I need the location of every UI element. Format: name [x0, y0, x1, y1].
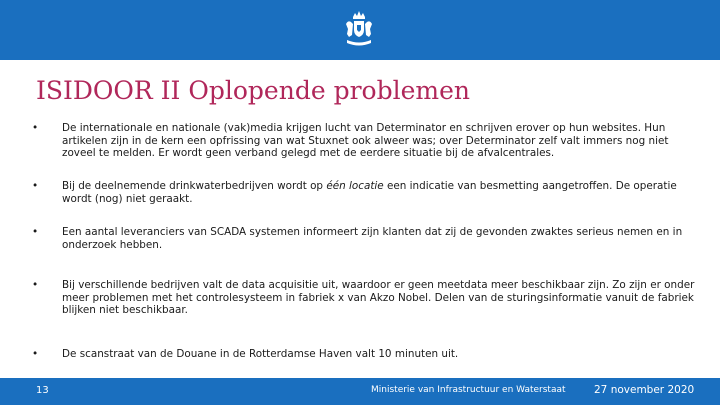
- page-number: 13: [36, 385, 49, 396]
- bullet-text: De scanstraat van de Douane in de Rotterdamse Haven valt 10 minuten uit.: [62, 348, 459, 360]
- bullet-marker: •: [32, 122, 39, 134]
- bullet-marker: •: [32, 279, 39, 291]
- coat-of-arms-icon: [342, 8, 376, 50]
- bullet-text-part: Bij de deelnemende drinkwaterbedrijven wordt op: [62, 180, 327, 192]
- bullet-text: [62, 180, 696, 205]
- footer-bar: [0, 378, 720, 405]
- bullet-marker: •: [32, 180, 39, 192]
- bullet-text: De internationale en nationale (vak)media krijgen lucht van Determinator en schrijven erover op hun websites. Hun artikelen zijn in de kern een opfrissing van wat Stuxnet ook alweer was; over Determinator zelf valt immers nog niet zoveel te melden. Er wordt geen verband gelegd met de eerdere situatie bij de afvalcentrales.: [62, 122, 669, 160]
- bullet-text-emphasis: één locatie: [326, 180, 384, 192]
- header-bar: [0, 0, 720, 60]
- footer-date: 27 november 2020: [594, 384, 695, 396]
- bullet-marker: •: [32, 348, 39, 360]
- bullet-text: Een aantal leveranciers van SCADA systemen informeert zijn klanten dat zij de gevonden zwaktes serieus nemen en in onderzoek hebben.: [62, 226, 683, 251]
- bullet-marker: •: [32, 226, 39, 238]
- bullet-item: [32, 226, 696, 251]
- slide-title: ISIDOOR II Oplopende problemen: [36, 76, 470, 105]
- bullet-text: Bij verschillende bedrijven valt de data acquisitie uit, waardoor er geen meetdata meer beschikbaar zijn. Zo zijn er onder meer problemen met het controlesysteem in fabriek x van Akzo Nobel. Delen van de sturingsinformatie vanuit de fabriek blijken niet beschikbaar.: [62, 279, 695, 317]
- footer-organization: Ministerie van Infrastructuur en Waterstaat: [371, 385, 566, 395]
- bullet-item: [32, 180, 696, 205]
- bullet-item: [32, 279, 696, 317]
- bullet-item: [32, 122, 696, 160]
- bullet-text-part: een indicatie van besmetting aangetroffen. De operatie wordt (nog) niet geraakt.: [62, 180, 677, 205]
- bullet-item: [32, 348, 696, 361]
